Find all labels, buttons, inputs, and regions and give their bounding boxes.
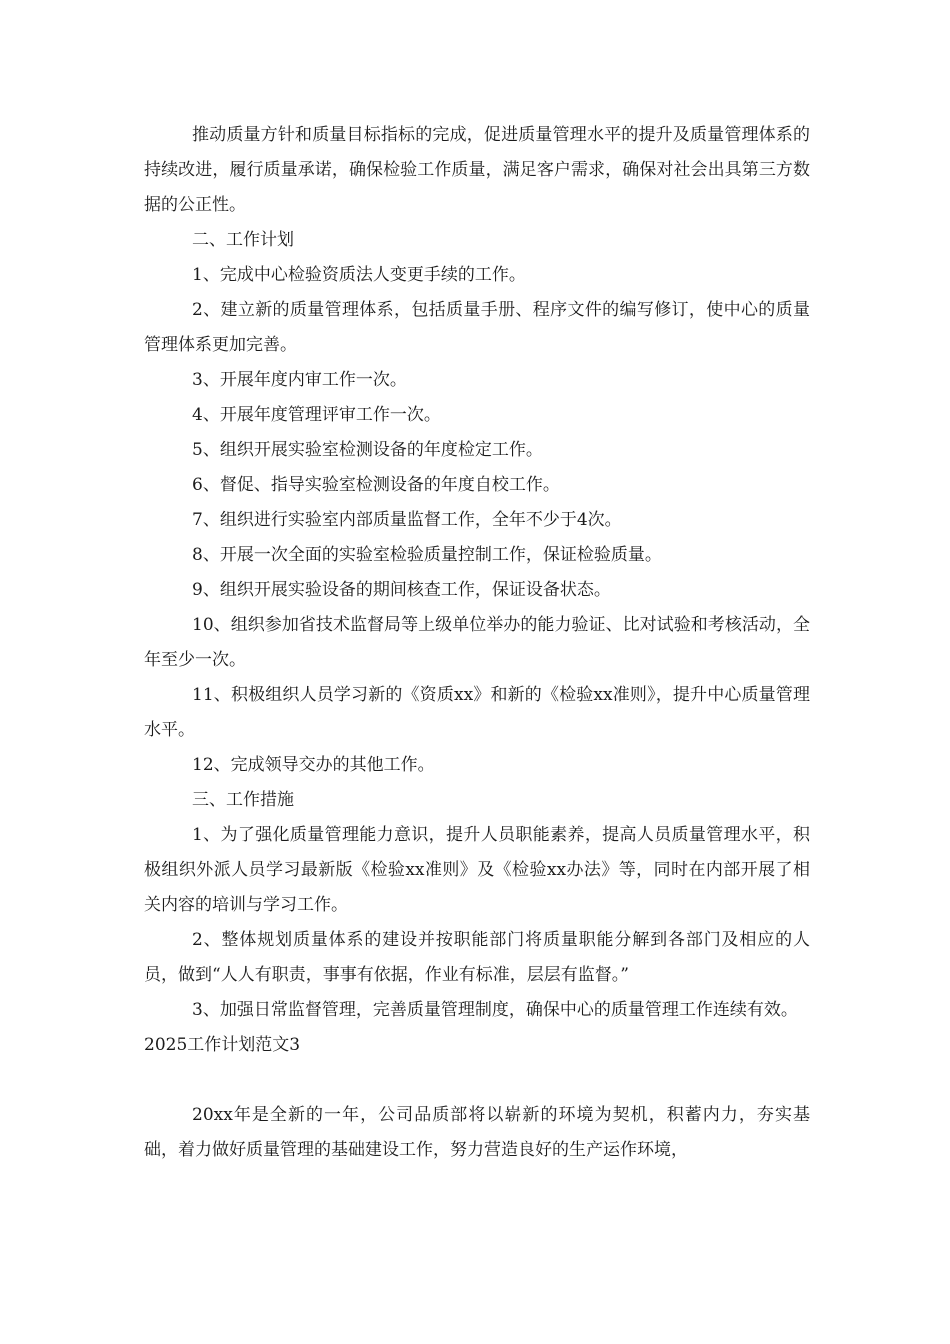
- plan-item-2: 2、建立新的质量管理体系，包括质量手册、程序文件的编写修订，使中心的质量管理体系更加完善。: [144, 300, 810, 355]
- heading-work-plan: 二、工作计划: [192, 230, 294, 250]
- plan-item-9: 9、组织开展实验设备的期间核查工作，保证设备状态。: [192, 580, 611, 600]
- plan-item-6: 6、督促、指导实验室检测设备的年度自校工作。: [192, 475, 560, 495]
- measure-item-3: 3、加强日常监督管理，完善质量管理制度，确保中心的质量管理工作连续有效。: [192, 1000, 798, 1020]
- heading-work-measures: 三、工作措施: [192, 790, 294, 810]
- document-page: [144, 118, 810, 1168]
- plan-item-12: 12、完成领导交办的其他工作。: [192, 755, 435, 775]
- plan-item-3: 3、开展年度内审工作一次。: [192, 370, 407, 390]
- plan-item-5: 5、组织开展实验室检测设备的年度检定工作。: [192, 440, 543, 460]
- plan-item-8: 8、开展一次全面的实验室检验质量控制工作，保证检验质量。: [192, 545, 662, 565]
- plan-item-11: 11、积极组织人员学习新的《资质xx》和新的《检验xx准则》，提升中心质量管理水平。: [144, 685, 810, 740]
- plan-item-7: 7、组织进行实验室内部质量监督工作，全年不少于4次。: [192, 510, 622, 530]
- plan-item-4: 4、开展年度管理评审工作一次。: [192, 405, 441, 425]
- plan-item-10: 10、组织参加省技术监督局等上级单位举办的能力验证、比对试验和考核活动，全年至少一次。: [144, 615, 810, 670]
- plan-item-1: 1、完成中心检验资质法人变更手续的工作。: [192, 265, 526, 285]
- measure-item-1: 1、为了强化质量管理能力意识，提升人员职能素养，提高人员质量管理水平，积极组织外派人员学习最新版《检验xx准则》及《检验xx办法》等，同时在内部开展了相关内容的培训与学习工作。: [144, 825, 810, 915]
- paragraph-section3-intro: 20xx年是全新的一年，公司品质部将以崭新的环境为契机，积蓄内力，夯实基础，着力做好质量管理的基础建设工作，努力营造良好的生产运作环境，: [144, 1105, 810, 1160]
- section-title: 2025工作计划范文3: [144, 1035, 301, 1055]
- measure-item-2: 2、整体规划质量体系的建设并按职能部门将质量职能分解到各部门及相应的人员，做到“人人有职责，事事有依据，作业有标准，层层有监督。”: [144, 930, 810, 985]
- paragraph-intro: 推动质量方针和质量目标指标的完成，促进质量管理水平的提升及质量管理体系的持续改进，履行质量承诺，确保检验工作质量，满足客户需求，确保对社会出具第三方数据的公正性。: [144, 125, 810, 215]
